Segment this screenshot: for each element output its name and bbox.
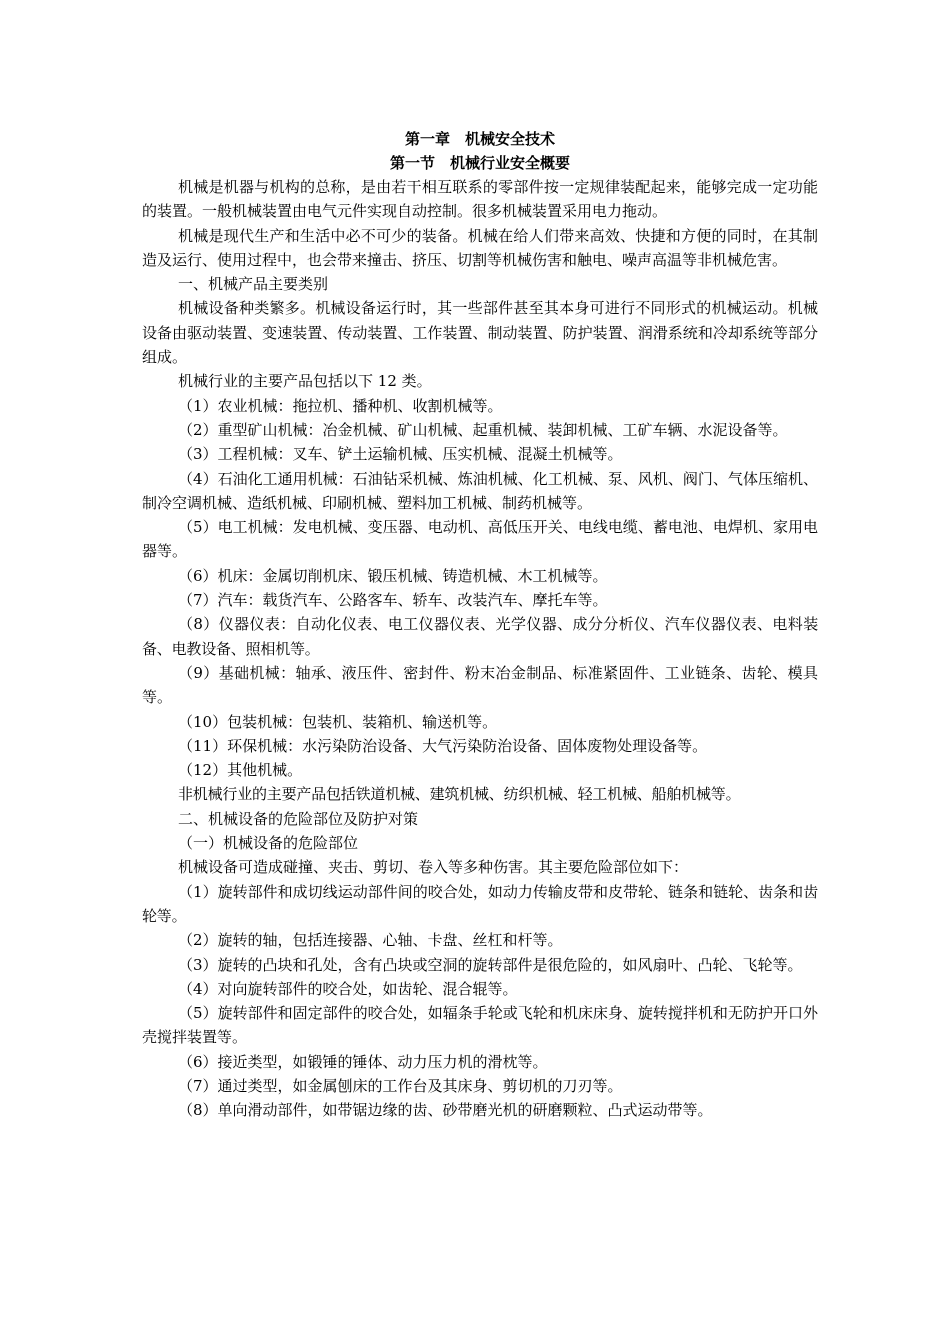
list-item: （10）包装机械：包装机、装箱机、输送机等。	[178, 712, 498, 731]
list-item: （1）农业机械：拖拉机、播种机、收割机械等。	[178, 396, 503, 415]
list-item: （8）单向滑动部件，如带锯边缘的齿、砂带磨光机的研磨颗粒、凸式运动带等。	[178, 1101, 713, 1120]
list-item: （9）基础机械：轴承、液压件、密封件、粉末冶金制品、标准紧固件、工业链条、齿轮、模具等。	[142, 663, 818, 707]
paragraph-hazard-intro: 机械设备可造成碰撞、夹击、剪切、卷入等多种伤害。其主要危险部位如下：	[178, 858, 689, 877]
list-item: （11）环保机械：水污染防治设备、大气污染防治设备、固体废物处理设备等。	[178, 736, 708, 755]
subheading-product-categories: 一、机械产品主要类别	[178, 275, 329, 294]
document-body	[142, 127, 818, 1123]
paragraph-twelve-categories: 机械行业的主要产品包括以下 12 类。	[178, 372, 432, 391]
list-item: （1）旋转部件和成切线运动部件间的咬合处，如动力传输皮带和皮带轮、链条和链轮、齿条和齿轮等。	[142, 882, 818, 925]
list-item: （12）其他机械。	[178, 761, 303, 780]
list-item: （8）仪器仪表：自动化仪表、电工仪器仪表、光学仪器、成分分析仪、汽车仪器仪表、电料装备、电教设备、照相机等。	[142, 615, 818, 658]
paragraph-machine-definition: 机械是机器与机构的总称，是由若干相互联系的零部件按一定规律装配起来，能够完成一定功能的装置。一般机械装置由电气元件实现自动控制。很多机械装置采用电力拖动。	[142, 178, 818, 221]
chapter-title: 第一章 机械安全技术	[404, 130, 555, 148]
paragraph-machine-hazards: 机械是现代生产和生活中必不可少的装备。机械在给人们带来高效、快捷和方便的同时，在其制造及运行、使用过程中，也会带来撞击、挤压、切割等机械伤害和触电、噪声高温等非机械危害。	[142, 226, 818, 269]
list-item: （5）旋转部件和固定部件的咬合处，如辐条手轮或飞轮和机床床身、旋转搅拌机和无防护开口外壳搅拌装置等。	[142, 1004, 818, 1047]
subheading-hazard-areas-and-countermeasures: 二、机械设备的危险部位及防护对策	[178, 809, 419, 828]
subheading-hazard-areas: （一）机械设备的危险部位	[178, 834, 359, 853]
list-item: （5）电工机械：发电机械、变压器、电动机、高低压开关、电线电缆、蓄电池、电焊机、家用电器等。	[142, 518, 818, 561]
list-item: （6）接近类型，如锻锤的锤体、动力压力机的滑枕等。	[178, 1052, 548, 1071]
list-item: （4）对向旋转部件的咬合处，如齿轮、混合辊等。	[178, 979, 518, 998]
list-item: （7）汽车：载货汽车、公路客车、轿车、改装汽车、摩托车等。	[178, 591, 608, 610]
list-item: （3）旋转的凸块和孔处，含有凸块或空洞的旋转部件是很危险的，如风扇叶、凸轮、飞轮等。	[178, 955, 803, 974]
list-item: （2）重型矿山机械：冶金机械、矿山机械、起重机械、装卸机械、工矿车辆、水泥设备等。	[178, 420, 788, 439]
paragraph-non-machinery-products: 非机械行业的主要产品包括铁道机械、建筑机械、纺织机械、轻工机械、船舶机械等。	[178, 785, 741, 804]
list-item: （4）石油化工通用机械：石油钻采机械、炼油机械、化工机械、泵、风机、阀门、气体压缩机、制冷空调机械、造纸机械、印刷机械、塑料加工机械、制药机械等。	[142, 469, 818, 512]
paragraph-equipment-composition: 机械设备种类繁多。机械设备运行时，其一些部件甚至其本身可进行不同形式的机械运动。机械设备由驱动装置、变速装置、传动装置、工作装置、制动装置、防护装置、润滑系统和冷却系统等部分组成。	[142, 299, 818, 367]
list-item: （7）通过类型，如金属刨床的工作台及其床身、剪切机的刀刃等。	[178, 1076, 623, 1095]
list-item: （3）工程机械：叉车、铲土运输机械、压实机械、混凝土机械等。	[178, 445, 623, 464]
list-item: （6）机床：金属切削机床、锻压机械、铸造机械、木工机械等。	[178, 566, 608, 585]
list-item: （2）旋转的轴，包括连接器、心轴、卡盘、丝杠和杆等。	[178, 931, 563, 950]
section-title: 第一节 机械行业安全概要	[389, 154, 570, 172]
